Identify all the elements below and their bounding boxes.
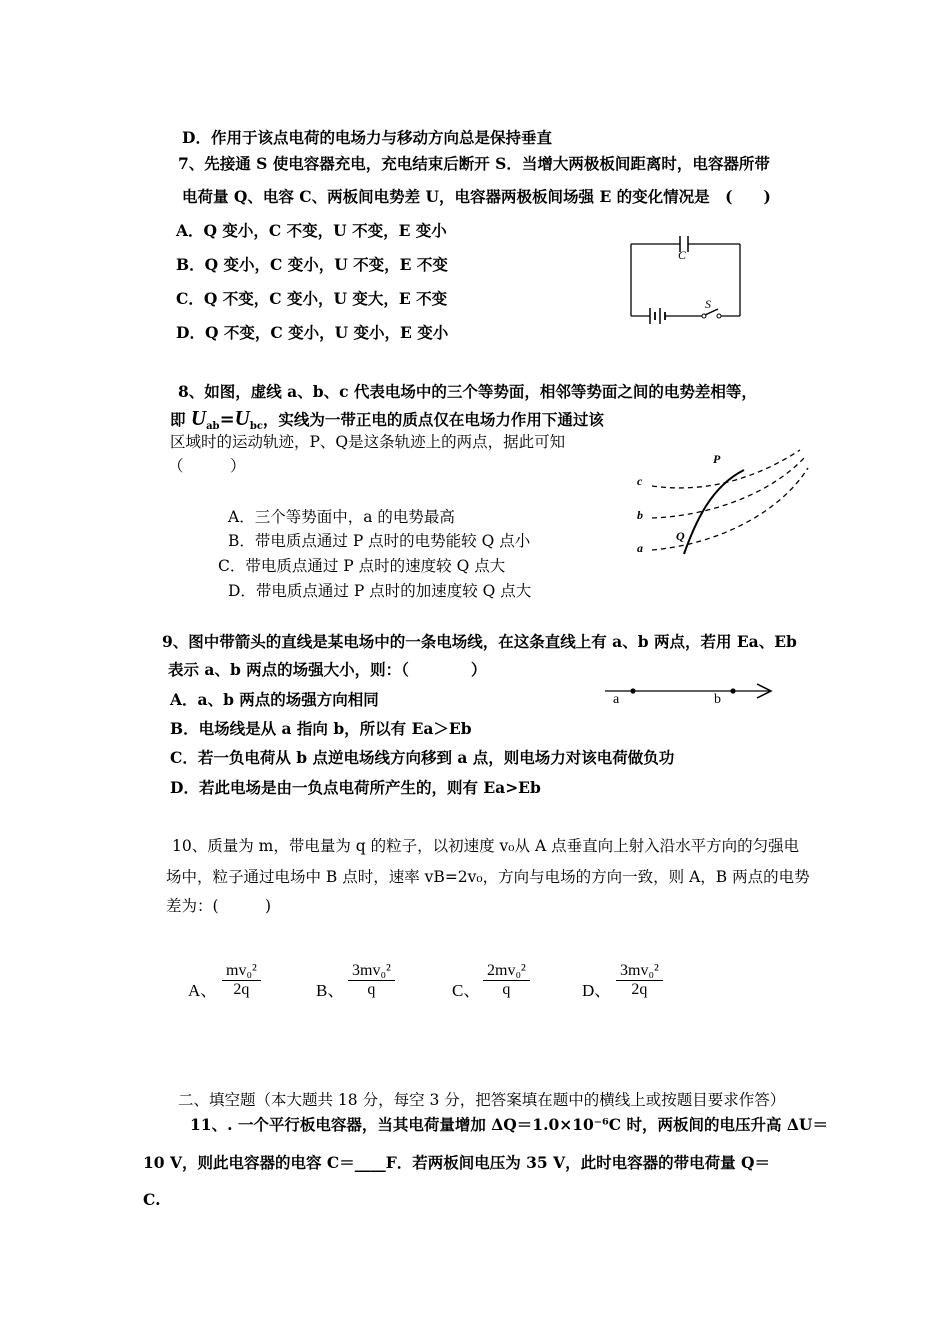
- q7-capacitor-label: C: [678, 248, 687, 262]
- q7-switch-label: S: [705, 297, 711, 311]
- q9-option-b: B．电场线是从 a 指向 b，所以有 Ea＞Eb: [170, 719, 472, 738]
- q8-option-b: B．带电质点通过 P 点时的电势能较 Q 点小: [228, 532, 531, 550]
- q8-surface-a-label: a: [637, 541, 643, 555]
- q10-choice-b-fraction: $\frac{\text{3mv₀²}}{q}$: [348, 962, 395, 999]
- q10-stem-line3: 差为：( ): [166, 897, 272, 915]
- q6-option-d: D．作用于该点电荷的电场力与移动方向总是保持垂直: [182, 128, 552, 147]
- q10-stem-line2: 场中，粒子通过电场中 B 点时，速率 vB=2v₀，方向与电场的方向一致，则 A，B 两点的电势: [166, 868, 810, 886]
- q8-surface-c-label: c: [637, 474, 643, 488]
- q9-option-c: C．若一负电荷从 b 点逆电场线方向移到 a 点，则电场力对该电荷做负功: [170, 748, 675, 767]
- q9-field-line-diagram: [605, 682, 775, 702]
- q8-stem-line1: 8、如图，虚线 a、b、c 代表电场中的三个等势面，相邻等势面之间的电势差相等，: [178, 382, 757, 401]
- q7-option-d: D．Q 不变，C 变小，U 变小，E 变小: [176, 323, 449, 342]
- q8-point-p-label: P: [713, 452, 721, 466]
- q8-stem-line3: 区域时的运动轨迹，P、Q是这条轨迹上的两点，据此可知: [170, 433, 566, 451]
- q7-option-b: B．Q 变小，C 变小，U 不变，E 不变: [176, 255, 448, 274]
- q9-point-a-label: a: [613, 692, 620, 707]
- q8-answer-paren: （ ）: [168, 457, 246, 475]
- q9-point-b-label: b: [714, 692, 721, 707]
- q8-option-a: A．三个等势面中，a 的电势最高: [228, 508, 455, 526]
- q10-choice-d-label: D、: [582, 981, 612, 1000]
- q7-stem-line1: 7、先接通 S 使电容器充电，充电结束后断开 S．当增大两极板间距离时，电容器所带: [178, 154, 770, 173]
- q8-stem-line2: 即 $U_{ab}=U_{bc}$，实线为一带正电的质点仅在电场力作用下通过该: [170, 406, 604, 433]
- q8-option-c: C．带电质点通过 P 点时的速度较 Q 点大: [218, 557, 506, 575]
- q10-stem-line1: 10、质量为 m，带电量为 q 的粒子，以初速度 v₀从 A 点垂直向上射入沿水平方向的匀强电: [172, 837, 800, 855]
- q9-stem-line2: 表示 a、b 两点的场强大小，则：（ ）: [168, 660, 487, 679]
- q9-option-a: A．a、b 两点的场强方向相同: [170, 690, 379, 709]
- q11-line2: 10 V，则此电容器的电容 C＝____F．若两板间电压为 35 V，此时电容器的带电荷量 Q＝: [143, 1153, 771, 1172]
- section2-title: 二、填空题（本大题共 18 分，每空 3 分，把答案填在题中的横线上或按题目要求作答）: [178, 1091, 786, 1109]
- q10-choice-b-label: B、: [316, 981, 345, 1000]
- q9-option-d: D．若此电场是由一负点电荷所产生的，则有 Ea>Eb: [170, 778, 541, 797]
- q10-choice-a-label: A、: [188, 981, 218, 1000]
- q10-choice-c-label: C、: [452, 981, 481, 1000]
- q11-line3: C.: [143, 1190, 161, 1209]
- q9-stem-line1: 9、图中带箭头的直线是某电场中的一条电场线，在这条直线上有 a、b 两点，若用 Ea、Eb: [162, 632, 797, 651]
- q8-equipotential-diagram: [640, 446, 810, 558]
- q10-choice-c-fraction: $\frac{\text{2mv₀²}}{q}$: [483, 962, 530, 999]
- q10-choice-d-fraction: $\frac{\text{3mv₀²}}{2q}$: [616, 962, 663, 999]
- q10-choice-a-fraction: $\frac{\text{mv₀²}}{2q}$: [222, 962, 261, 999]
- q8-option-d: D．带电质点通过 P 点时的加速度较 Q 点大: [228, 582, 532, 600]
- q11-line1: 11、. 一个平行板电容器，当其电荷量增加 ΔQ＝1.0×10⁻⁶C 时，两板间的电压升高 ΔU＝: [190, 1115, 828, 1134]
- q7-option-c: C．Q 不变，C 变小，U 变大，E 不变: [176, 289, 448, 308]
- q7-option-a: A．Q 变小，C 不变，U 不变，E 变小: [176, 221, 447, 240]
- q8-surface-b-label: b: [637, 508, 643, 522]
- q8-point-q-label: Q: [676, 529, 685, 543]
- q7-stem-line2: 电荷量 Q、电容 C、两板间电势差 U，电容器两极板间场强 E 的变化情况是 ( ): [182, 187, 771, 206]
